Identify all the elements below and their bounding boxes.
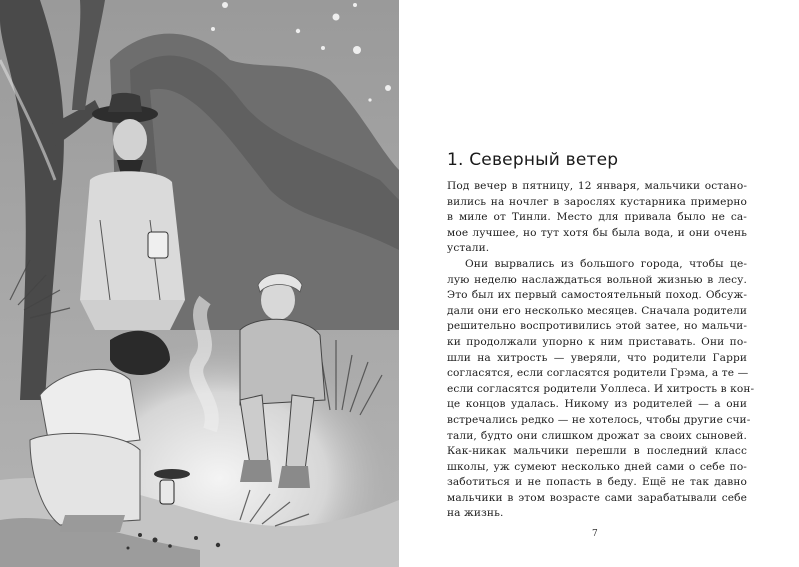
page-number: 7 xyxy=(592,529,598,539)
paragraph-2 xyxy=(447,257,755,522)
text-line: на жизнь. xyxy=(447,507,504,520)
text-line: решительно воспротивились этой затее, но мальчи- xyxy=(447,320,747,333)
text-line: мальчики в этом возрасте сами зарабатывали себе xyxy=(447,491,747,504)
text-line: шли на хитрость — уверяли, что родители Гарри xyxy=(447,351,747,364)
text-line: Под вечер в пятницу, 12 января, мальчики остано- xyxy=(447,180,747,192)
text-line: дали они его несколько месяцев. Сначала родители xyxy=(447,304,747,317)
campfire-illustration xyxy=(0,0,399,567)
chapter-title: 1. Северный ветер xyxy=(447,150,619,170)
text-line: вились на ночлег в зарослях кустарника примерно xyxy=(447,195,747,208)
chapter-body xyxy=(447,179,755,522)
text-line: це концов удалась. Никому из родителей — а они xyxy=(447,398,747,411)
text-line: Как-никак мальчики перешли в последний класс xyxy=(447,445,747,458)
text-line: согласятся, если согласятся родители Грэма, а те — xyxy=(447,367,749,380)
text-line: если согласятся родители Уоллеса. И хитрость в кон- xyxy=(447,382,755,395)
text-line: Это был их первый самостоятельный поход. Обсуж- xyxy=(447,289,747,302)
text-line: школы, уж сумеют несколько дней сами о себе по- xyxy=(447,460,747,473)
text-line: лую неделю наслаждаться вольной жизнью в лесу. xyxy=(447,273,747,286)
text-line: устали. xyxy=(447,242,490,255)
text-line: тали, будто они слишком дрожат за своих сыновей. xyxy=(447,429,747,442)
text-line: в миле от Тинли. Место для привала было не са- xyxy=(447,211,747,224)
paragraph-1 xyxy=(447,179,747,257)
illustration-page xyxy=(0,0,399,567)
text-line: Они вырвались из большого города, чтобы це- xyxy=(465,257,747,270)
text-line: заботиться и не попасть в беду. Ещё не так давно xyxy=(447,476,747,489)
text-line: мое лучшее, но тут хотя бы была вода, и они очень xyxy=(447,226,747,239)
text-line: ки продолжали упорно к ним приставать. Они по- xyxy=(447,335,747,348)
text-line: встречались редко — не хотелось, чтобы другие счи- xyxy=(447,413,751,426)
